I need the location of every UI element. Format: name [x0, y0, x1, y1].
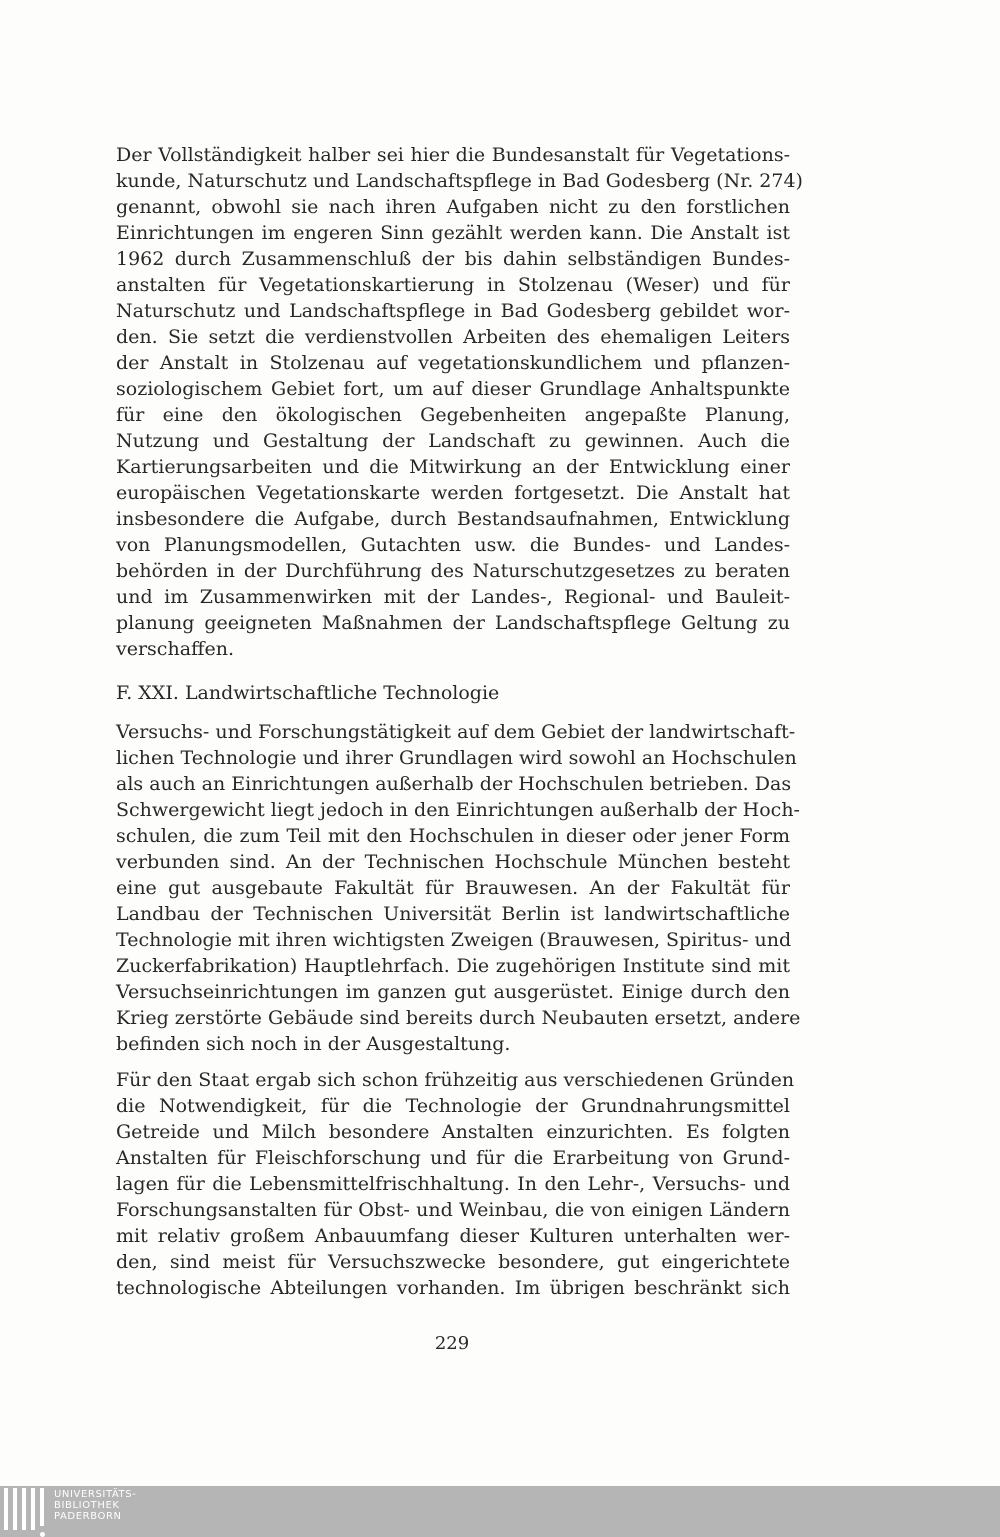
text-line: verbunden sind. An der Technischen Hochschule München besteht: [116, 851, 790, 873]
text-line: Nutzung und Gestaltung der Landschaft zu gewinnen. Auch die: [116, 430, 790, 452]
text-line: schulen, die zum Teil mit den Hochschulen in dieser oder jener Form: [116, 825, 790, 847]
text-line: den. Sie setzt die verdienstvollen Arbeiten des ehemaligen Leiters: [116, 326, 790, 348]
text-line: Forschungsanstalten für Obst- und Weinbau, die von einigen Ländern: [116, 1199, 790, 1221]
text-line: befinden sich noch in der Ausgestaltung.: [116, 1033, 511, 1055]
text-line: mit relativ großem Anbauumfang dieser Kulturen unterhalten wer-: [116, 1225, 790, 1247]
library-footer: [0, 1486, 1000, 1537]
text-line: anstalten für Vegetationskartierung in Stolzenau (Weser) und für: [116, 274, 790, 296]
text-line: für eine den ökologischen Gegebenheiten angepaßte Planung,: [116, 404, 790, 426]
library-name-line: PADERBORN: [54, 1511, 122, 1522]
page-number: 229: [434, 1333, 470, 1354]
text-line: lichen Technologie und ihrer Grundlagen wird sowohl an Hochschulen: [116, 747, 797, 769]
text-line: Einrichtungen im engeren Sinn gezählt werden kann. Die Anstalt ist: [116, 222, 790, 244]
text-line: und im Zusammenwirken mit der Landes-, Regional- und Bauleit-: [116, 586, 790, 608]
text-line: soziologischem Gebiet fort, um auf dieser Grundlage Anhaltspunkte: [116, 378, 790, 400]
text-line: lagen für die Lebensmittelfrischhaltung. In den Lehr-, Versuchs- und: [116, 1173, 790, 1195]
text-line: Anstalten für Fleischforschung und für die Erarbeitung von Grund-: [116, 1147, 790, 1169]
text-line: Versuchs- und Forschungstätigkeit auf dem Gebiet der landwirtschaft-: [116, 721, 796, 743]
text-line: als auch an Einrichtungen außerhalb der Hochschulen betrieben. Das: [116, 773, 792, 795]
text-line: behörden in der Durchführung des Naturschutzgesetzes zu beraten: [116, 560, 790, 582]
text-line: Zuckerfabrikation) Hauptlehrfach. Die zugehörigen Institute sind mit: [116, 955, 790, 977]
text-line: verschaffen.: [116, 638, 235, 660]
text-line: Getreide und Milch besondere Anstalten einzurichten. Es folgten: [116, 1121, 790, 1143]
text-line: insbesondere die Aufgabe, durch Bestandsaufnahmen, Entwicklung: [116, 508, 790, 530]
text-line: Landbau der Technischen Universität Berlin ist landwirtschaftliche: [116, 903, 790, 925]
text-line: europäischen Vegetationskarte werden fortgesetzt. Die Anstalt hat: [116, 482, 790, 504]
text-line: Naturschutz und Landschaftspflege in Bad Godesberg gebildet wor-: [116, 300, 790, 322]
library-name: [54, 1489, 136, 1522]
text-line: Technologie mit ihren wichtigsten Zweigen (Brauwesen, Spiritus- und: [116, 929, 792, 951]
text-line: den, sind meist für Versuchszwecke besondere, gut eingerichtete: [116, 1251, 790, 1273]
text-line: Für den Staat ergab sich schon frühzeitig aus verschiedenen Gründen: [116, 1069, 795, 1091]
text-line: technologische Abteilungen vorhanden. Im übrigen beschränkt sich: [116, 1277, 790, 1299]
text-line: Kartierungsarbeiten und die Mitwirkung an der Entwicklung einer: [116, 456, 790, 478]
library-logo-icon: [4, 1488, 50, 1530]
text-line: die Notwendigkeit, für die Technologie der Grundnahrungsmittel: [116, 1095, 790, 1117]
text-line: der Anstalt in Stolzenau auf vegetationskundlichem und pflanzen-: [116, 352, 790, 374]
text-line: von Planungsmodellen, Gutachten usw. die Bundes- und Landes-: [116, 534, 790, 556]
text-line: Versuchseinrichtungen im ganzen gut ausgerüstet. Einige durch den: [116, 981, 790, 1003]
text-line: Schwergewicht liegt jedoch in den Einrichtungen außerhalb der Hoch-: [116, 799, 800, 821]
text-line: Der Vollständigkeit halber sei hier die Bundesanstalt für Vegetations-: [116, 144, 790, 166]
text-line: planung geeigneten Maßnahmen der Landschaftspflege Geltung zu: [116, 612, 790, 634]
library-name-line: UNIVERSITÄTS-: [54, 1489, 137, 1500]
text-line: 1962 durch Zusammenschluß der bis dahin selbständigen Bundes-: [116, 248, 790, 270]
text-line: genannt, obwohl sie nach ihren Aufgaben nicht zu den forstlichen: [116, 196, 790, 218]
section-heading: F. XXI. Landwirtschaftliche Technologie: [116, 682, 500, 704]
text-line: Krieg zerstörte Gebäude sind bereits durch Neubauten ersetzt, andere: [116, 1007, 801, 1029]
library-name-line: BIBLIOTHEK: [54, 1500, 120, 1511]
text-line: eine gut ausgebaute Fakultät für Brauwesen. An der Fakultät für: [116, 877, 790, 899]
text-line: kunde, Naturschutz und Landschaftspflege in Bad Godesberg (Nr. 274): [116, 170, 803, 192]
